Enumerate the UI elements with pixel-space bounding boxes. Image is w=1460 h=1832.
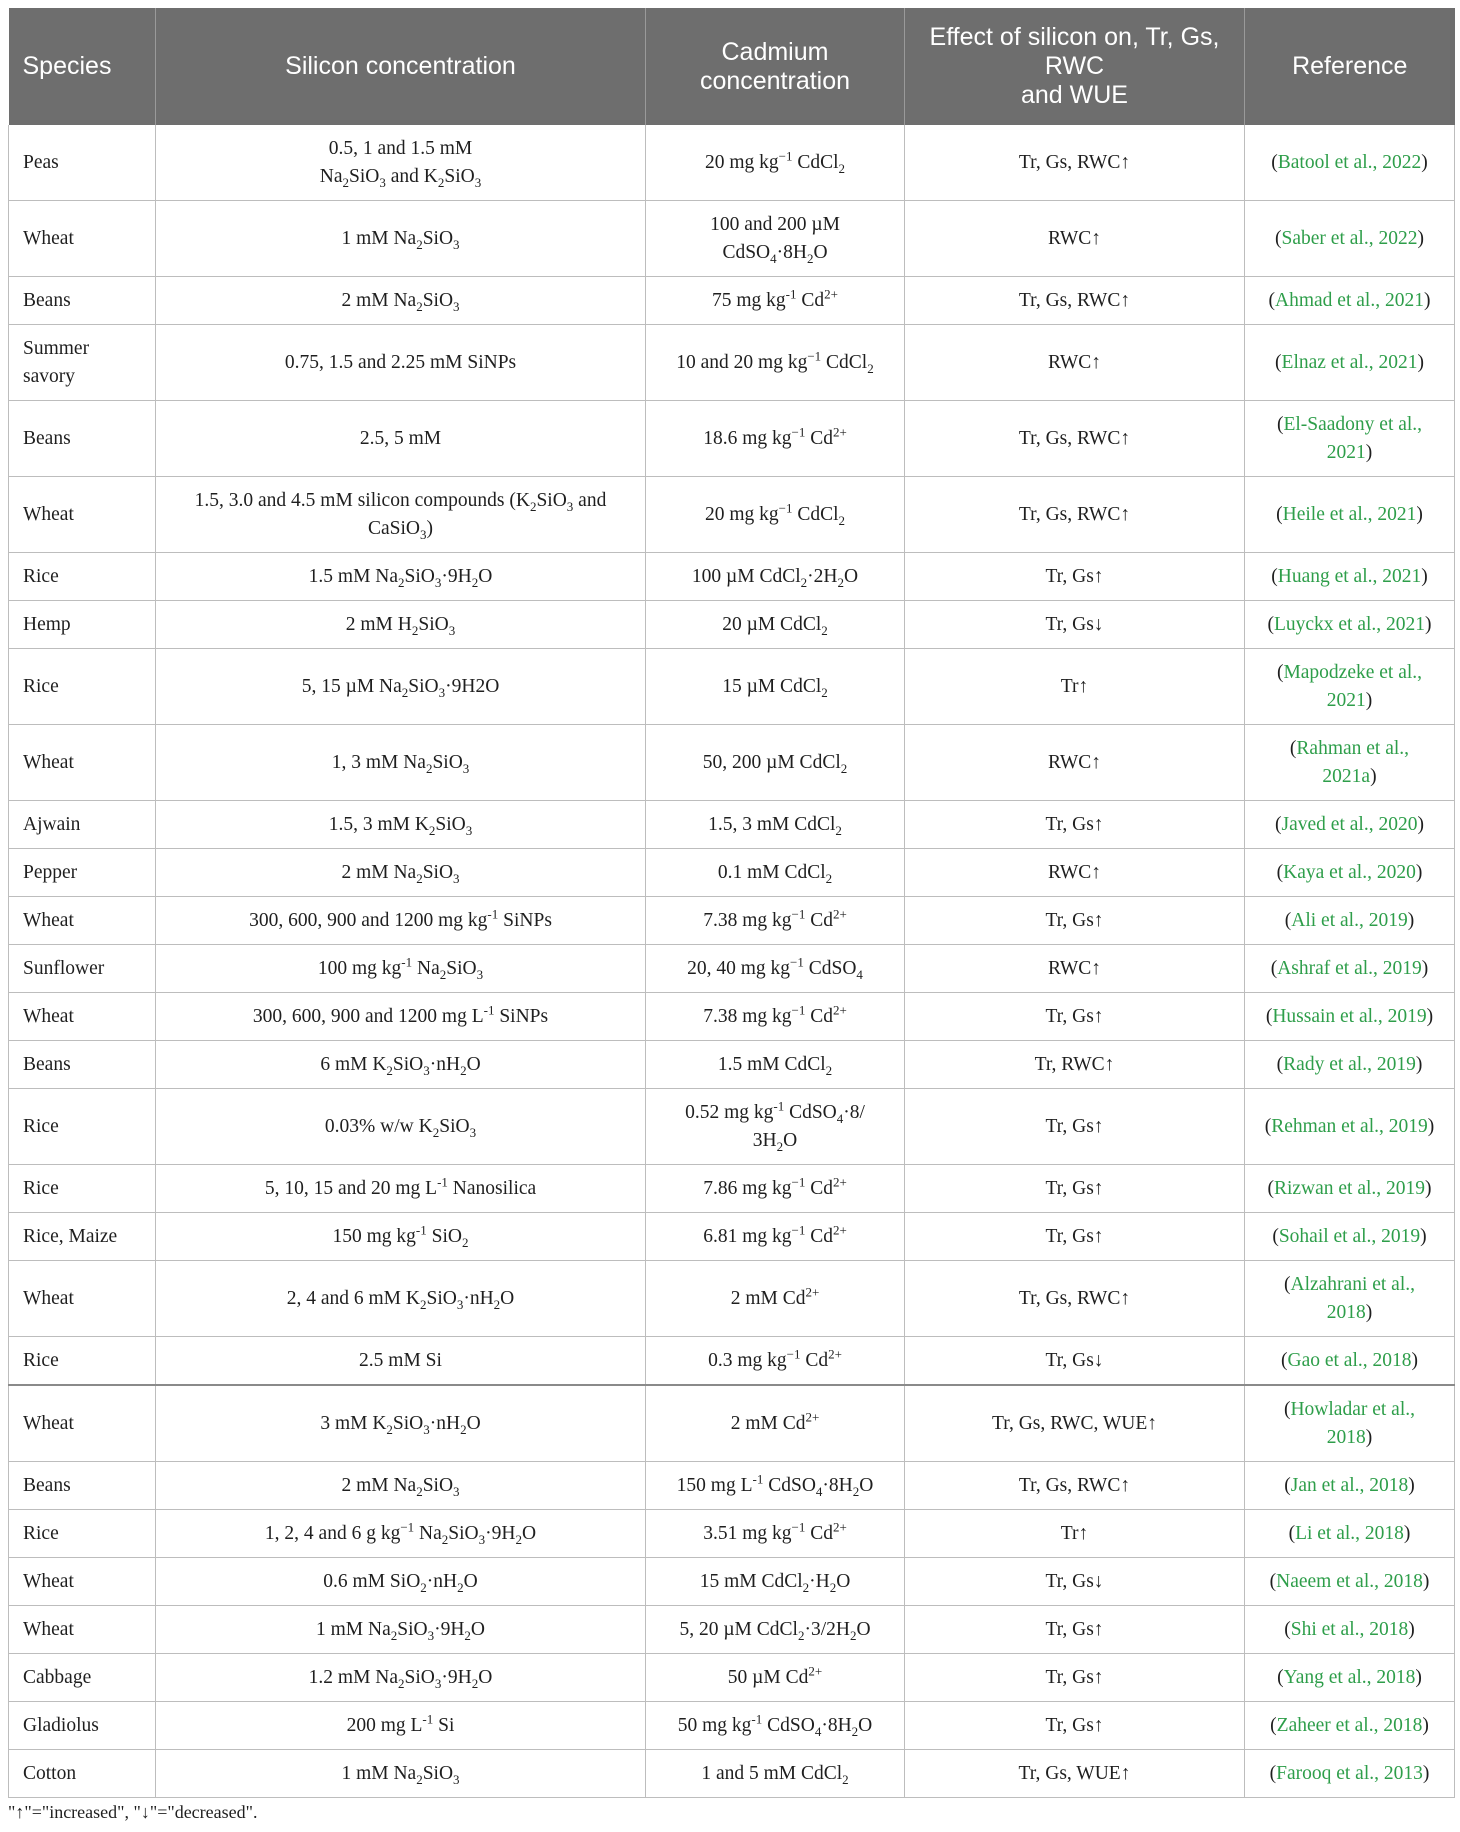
reference-link[interactable]: Batool et al., 2022 (1277, 151, 1422, 173)
cell-silicon-concentration: 0.5, 1 and 1.5 mM $Na_2SiO_3$ and $K_2SiO_3$ (156, 125, 646, 201)
cell-cadmium-concentration: 20 mg $kg^{-1}$ CdCl$_2$ (646, 477, 905, 553)
table-row (9, 897, 1455, 945)
cell-reference[interactable]: (Saber et al., 2022) (1245, 201, 1455, 277)
cell-species: Rice (9, 553, 156, 601)
cell-effect: RWC↑ (905, 849, 1245, 897)
cell-cadmium-concentration: 0.52 mg $kg^{-1}$ CdSO$_4$·8/ $3H_2O$ (646, 1089, 905, 1165)
cell-reference[interactable]: (Naeem et al., 2018) (1245, 1558, 1455, 1606)
cell-silicon-concentration: 200 mg $L^{-1}$ Si (156, 1702, 646, 1750)
reference-link[interactable]: Ali et al., 2019 (1291, 909, 1408, 931)
cell-silicon-concentration: 2.5, 5 mM (156, 401, 646, 477)
table-row (9, 477, 1455, 553)
cell-effect: RWC↑ (905, 201, 1245, 277)
cell-cadmium-concentration: 3.51 mg $kg^{-1}$ $Cd^{2+}$ (646, 1510, 905, 1558)
cell-effect: Tr, Gs↑ (905, 993, 1245, 1041)
cell-cadmium-concentration: 1.5 mM CdCl$_2$ (646, 1041, 905, 1089)
reference-link[interactable]: Kaya et al., 2020 (1283, 861, 1416, 883)
table-row (9, 401, 1455, 477)
table-row (9, 201, 1455, 277)
reference-link[interactable]: Yang et al., 2018 (1283, 1666, 1416, 1688)
cell-species: Sunflower (9, 945, 156, 993)
cell-silicon-concentration: 2 mM $Na_2SiO_3$ (156, 277, 646, 325)
table-row (9, 1089, 1455, 1165)
cell-reference[interactable]: (Huang et al., 2021) (1245, 553, 1455, 601)
cell-species: Rice (9, 1165, 156, 1213)
cell-cadmium-concentration: 7.38 mg $kg^{-1}$ $Cd^{2+}$ (646, 897, 905, 945)
cell-species: Summer savory (9, 325, 156, 401)
cell-reference[interactable]: (Rahman et al., 2021a) (1245, 725, 1455, 801)
reference-link[interactable]: Rady et al., 2019 (1283, 1053, 1416, 1075)
cell-effect: Tr↑ (905, 1510, 1245, 1558)
cell-cadmium-concentration: 18.6 mg $kg^{-1}$ $Cd^{2+}$ (646, 401, 905, 477)
cell-species: Rice (9, 649, 156, 725)
reference-link[interactable]: Javed et al., 2020 (1281, 813, 1418, 835)
cell-species: Peas (9, 125, 156, 201)
footnote: "↑"="increased", "↓"="decreased". (8, 1802, 258, 1822)
cell-reference[interactable]: (Kaya et al., 2020) (1245, 849, 1455, 897)
cell-reference[interactable]: (El-Saadony et al., 2021) (1245, 401, 1455, 477)
cell-reference[interactable]: (Mapodzeke et al., 2021) (1245, 649, 1455, 725)
cell-reference[interactable]: (Elnaz et al., 2021) (1245, 325, 1455, 401)
cell-reference[interactable]: (Batool et al., 2022) (1245, 125, 1455, 201)
cell-effect: Tr, Gs, RWC↑ (905, 477, 1245, 553)
cell-cadmium-concentration: 15 µM CdCl$_2$ (646, 649, 905, 725)
cell-species: Wheat (9, 725, 156, 801)
cell-silicon-concentration: 6 mM $K_2SiO_3\cdot nH_2O$ (156, 1041, 646, 1089)
cell-silicon-concentration: 1.2 mM $Na_2SiO_3\cdot 9H_2O$ (156, 1654, 646, 1702)
cell-species: Pepper (9, 849, 156, 897)
reference-link[interactable]: Rizwan et al., 2019 (1273, 1177, 1426, 1199)
header-effect: Effect of silicon on, Tr, Gs, RWC and WUE (905, 8, 1245, 125)
cell-silicon-concentration: 1 mM $Na_2SiO_3\cdot 9H_2O$ (156, 1606, 646, 1654)
cell-cadmium-concentration: 50 mg $kg^{-1}$ $CdSO_4\cdot 8H_2O$ (646, 1702, 905, 1750)
cell-cadmium-concentration: 0.1 mM CdCl$_2$ (646, 849, 905, 897)
reference-link[interactable]: Ashraf et al., 2019 (1277, 957, 1422, 979)
cell-species: Beans (9, 1041, 156, 1089)
cell-silicon-concentration: 300, 600, 900 and 1200 mg $L^{-1}$ SiNPs (156, 993, 646, 1041)
cell-cadmium-concentration: 20 µM CdCl$_2$ (646, 601, 905, 649)
cell-silicon-concentration: 0.75, 1.5 and 2.25 mM SiNPs (156, 325, 646, 401)
cell-silicon-concentration: 1, 3 mM $Na_2SiO_3$ (156, 725, 646, 801)
cell-reference[interactable]: (Li et al., 2018) (1245, 1510, 1455, 1558)
cell-species: Ajwain (9, 801, 156, 849)
cell-effect: RWC↑ (905, 945, 1245, 993)
cell-reference[interactable]: (Shi et al., 2018) (1245, 1606, 1455, 1654)
cell-reference[interactable]: (Zaheer et al., 2018) (1245, 1702, 1455, 1750)
reference-link[interactable]: Li et al., 2018 (1295, 1522, 1404, 1544)
cell-species: Wheat (9, 1606, 156, 1654)
cell-reference[interactable]: (Luyckx et al., 2021) (1245, 601, 1455, 649)
cell-species: Wheat (9, 1261, 156, 1337)
table-row (9, 277, 1455, 325)
cell-cadmium-concentration: 50 µM $Cd^{2+}$ (646, 1654, 905, 1702)
cell-effect: Tr, Gs, WUE↑ (905, 1750, 1245, 1798)
table-row (9, 801, 1455, 849)
cell-species: Gladiolus (9, 1702, 156, 1750)
cell-cadmium-concentration: 2 mM $Cd^{2+}$ (646, 1385, 905, 1462)
cell-species: Wheat (9, 993, 156, 1041)
cell-species: Cabbage (9, 1654, 156, 1702)
table-row (9, 1702, 1455, 1750)
cell-species: Beans (9, 1462, 156, 1510)
reference-link[interactable]: Ahmad et al., 2021 (1275, 289, 1424, 311)
table-row (9, 945, 1455, 993)
header-cadmium-concentration: Cadmium concentration (646, 8, 905, 125)
cell-species: Rice, Maize (9, 1213, 156, 1261)
cell-reference[interactable]: (Heile et al., 2021) (1245, 477, 1455, 553)
table-row (9, 1213, 1455, 1261)
cell-effect: Tr↑ (905, 649, 1245, 725)
cell-reference[interactable]: (Rehman et al., 2019) (1245, 1089, 1455, 1165)
cell-effect: Tr, Gs, RWC↑ (905, 401, 1245, 477)
cell-cadmium-concentration: 20 mg $kg^{-1}$ CdCl$_2$ (646, 125, 905, 201)
cell-species: Wheat (9, 1385, 156, 1462)
reference-link[interactable]: Naeem et al., 2018 (1276, 1570, 1423, 1592)
cell-silicon-concentration: 5, 10, 15 and 20 mg $L^{-1}$ Nanosilica (156, 1165, 646, 1213)
cell-cadmium-concentration: 75 mg $kg^{-1}$ $Cd^{2+}$ (646, 277, 905, 325)
table-body (9, 125, 1455, 1798)
cell-effect: Tr, RWC↑ (905, 1041, 1245, 1089)
reference-link[interactable]: Rehman et al., 2019 (1271, 1115, 1428, 1137)
cell-cadmium-concentration: 6.81 mg $kg^{-1}$ $Cd^{2+}$ (646, 1213, 905, 1261)
cell-reference[interactable]: (Ahmad et al., 2021) (1245, 277, 1455, 325)
cell-effect: Tr, Gs↑ (905, 1702, 1245, 1750)
cell-effect: Tr, Gs↓ (905, 1558, 1245, 1606)
cell-silicon-concentration: 100 mg $kg^{-1}$ $Na_2SiO_3$ (156, 945, 646, 993)
table-row (9, 1510, 1455, 1558)
table-row (9, 1385, 1455, 1462)
table-row (9, 1261, 1455, 1337)
cell-effect: Tr, Gs↑ (905, 1654, 1245, 1702)
cell-reference[interactable]: (Sohail et al., 2019) (1245, 1213, 1455, 1261)
cell-cadmium-concentration: 100 and 200 µM $CdSO_4\cdot 8H_2O$ (646, 201, 905, 277)
cell-species: Beans (9, 401, 156, 477)
cell-reference[interactable]: (Ali et al., 2019) (1245, 897, 1455, 945)
cell-species: Wheat (9, 1558, 156, 1606)
cell-silicon-concentration: 1 mM $Na_2SiO_3$ (156, 1750, 646, 1798)
cell-effect: Tr, Gs, RWC↑ (905, 1462, 1245, 1510)
reference-link[interactable]: Rahman et al., 2021a (1296, 737, 1410, 787)
table-row (9, 1750, 1455, 1798)
table-row (9, 849, 1455, 897)
cell-reference[interactable]: (Yang et al., 2018) (1245, 1654, 1455, 1702)
cell-effect: Tr, Gs↑ (905, 897, 1245, 945)
reference-link[interactable]: Elnaz et al., 2021 (1281, 351, 1418, 373)
cell-effect: Tr, Gs, RWC↑ (905, 277, 1245, 325)
cell-silicon-concentration: 5, 15 µM $Na_2SiO_3\cdot 9H2O$ (156, 649, 646, 725)
cell-species: Hemp (9, 601, 156, 649)
cell-reference[interactable]: (Hussain et al., 2019) (1245, 993, 1455, 1041)
cell-reference[interactable]: (Howladar et al., 2018) (1245, 1385, 1455, 1462)
cell-silicon-concentration: 2 mM $H_2SiO_3$ (156, 601, 646, 649)
cell-cadmium-concentration: 50, 200 µM CdCl$_2$ (646, 725, 905, 801)
cell-effect: Tr, Gs, RWC, WUE↑ (905, 1385, 1245, 1462)
cell-species: Beans (9, 277, 156, 325)
cell-cadmium-concentration: 5, 20 µM $CdCl_2\cdot 3/2H_2O$ (646, 1606, 905, 1654)
table-row (9, 1558, 1455, 1606)
cell-effect: Tr, Gs, RWC↑ (905, 1261, 1245, 1337)
header-species: Species (9, 8, 156, 125)
cell-cadmium-concentration: 7.38 mg $kg^{-1}$ $Cd^{2+}$ (646, 993, 905, 1041)
cell-cadmium-concentration: 0.3 mg $kg^{-1}$ $Cd^{2+}$ (646, 1337, 905, 1386)
cell-cadmium-concentration: 10 and 20 mg $kg^{-1}$ CdCl$_2$ (646, 325, 905, 401)
reference-link[interactable]: Huang et al., 2021 (1277, 565, 1422, 587)
table-row (9, 553, 1455, 601)
reference-link[interactable]: Hussain et al., 2019 (1272, 1005, 1427, 1027)
reference-link[interactable]: Sohail et al., 2019 (1278, 1225, 1421, 1247)
cell-species: Rice (9, 1510, 156, 1558)
cell-silicon-concentration: 300, 600, 900 and 1200 mg $kg^{-1}$ SiNPs (156, 897, 646, 945)
cell-cadmium-concentration: 1 and 5 mM CdCl$_2$ (646, 1750, 905, 1798)
reference-link[interactable]: Mapodzeke et al., 2021 (1283, 661, 1423, 711)
cell-effect: RWC↑ (905, 725, 1245, 801)
cell-effect: Tr, Gs↑ (905, 1165, 1245, 1213)
cell-reference[interactable]: (Gao et al., 2018) (1245, 1337, 1455, 1386)
header-reference: Reference (1245, 8, 1455, 125)
table-row (9, 125, 1455, 201)
cell-species: Wheat (9, 897, 156, 945)
cell-species: Cotton (9, 1750, 156, 1798)
cell-effect: Tr, Gs↑ (905, 801, 1245, 849)
reference-link[interactable]: Saber et al., 2022 (1281, 227, 1418, 249)
cell-reference[interactable]: (Rady et al., 2019) (1245, 1041, 1455, 1089)
cell-species: Rice (9, 1089, 156, 1165)
cell-reference[interactable]: (Jan et al., 2018) (1245, 1462, 1455, 1510)
cell-effect: Tr, Gs↑ (905, 1213, 1245, 1261)
table-container (8, 8, 1454, 1798)
table-row (9, 1041, 1455, 1089)
table-row (9, 725, 1455, 801)
reference-link[interactable]: Shi et al., 2018 (1290, 1618, 1409, 1640)
cell-silicon-concentration: 0.03% w/w $K_2SiO_3$ (156, 1089, 646, 1165)
cell-cadmium-concentration: 1.5, 3 mM CdCl$_2$ (646, 801, 905, 849)
reference-link[interactable]: Jan et al., 2018 (1290, 1474, 1409, 1496)
cell-effect: Tr, Gs↑ (905, 1089, 1245, 1165)
reference-link[interactable]: Luyckx et al., 2021 (1273, 613, 1426, 635)
table-row (9, 325, 1455, 401)
cell-silicon-concentration: 1 mM $Na_2SiO_3$ (156, 201, 646, 277)
cell-silicon-concentration: 3 mM $K_2SiO_3\cdot nH_2O$ (156, 1385, 646, 1462)
reference-link[interactable]: Zaheer et al., 2018 (1276, 1714, 1423, 1736)
cell-species: Rice (9, 1337, 156, 1386)
cell-silicon-concentration: 2 mM $Na_2SiO_3$ (156, 1462, 646, 1510)
data-table (8, 8, 1455, 1798)
reference-link[interactable]: El-Saadony et al., 2021 (1283, 413, 1423, 463)
cell-effect: Tr, Gs, RWC↑ (905, 125, 1245, 201)
cell-silicon-concentration: 1.5 mM $Na_2SiO_3\cdot 9H_2O$ (156, 553, 646, 601)
cell-effect: Tr, Gs↑ (905, 553, 1245, 601)
cell-cadmium-concentration: 15 mM $CdCl_2\cdot H_2O$ (646, 1558, 905, 1606)
cell-silicon-concentration: 1.5, 3.0 and 4.5 mM silicon compounds ($K_2SiO_3$ and CaSiO$_3$) (156, 477, 646, 553)
cell-cadmium-concentration: 100 µM $CdCl_2\cdot 2H_2O$ (646, 553, 905, 601)
cell-silicon-concentration: 1.5, 3 mM $K_2SiO_3$ (156, 801, 646, 849)
cell-species: Wheat (9, 477, 156, 553)
table-row (9, 1606, 1455, 1654)
cell-cadmium-concentration: 7.86 mg $kg^{-1}$ $Cd^{2+}$ (646, 1165, 905, 1213)
reference-link[interactable]: Howladar et al., 2018 (1290, 1398, 1416, 1448)
table-row (9, 1337, 1455, 1386)
cell-silicon-concentration: 150 mg $kg^{-1}$ SiO$_2$ (156, 1213, 646, 1261)
cell-reference[interactable]: (Ashraf et al., 2019) (1245, 945, 1455, 993)
cell-effect: Tr, Gs↓ (905, 1337, 1245, 1386)
cell-silicon-concentration: 2.5 mM Si (156, 1337, 646, 1386)
cell-reference[interactable]: (Javed et al., 2020) (1245, 801, 1455, 849)
reference-link[interactable]: Gao et al., 2018 (1287, 1349, 1412, 1371)
cell-silicon-concentration: 1, 2, 4 and 6 g $kg^{-1}$ $Na_2SiO_3\cdot 9H_2O$ (156, 1510, 646, 1558)
cell-silicon-concentration: 0.6 mM $SiO_2\cdot nH_2O$ (156, 1558, 646, 1606)
cell-reference[interactable]: (Farooq et al., 2013) (1245, 1750, 1455, 1798)
cell-reference[interactable]: (Alzahrani et al., 2018) (1245, 1261, 1455, 1337)
cell-cadmium-concentration: 2 mM $Cd^{2+}$ (646, 1261, 905, 1337)
table-row (9, 1165, 1455, 1213)
cell-effect: Tr, Gs↑ (905, 1606, 1245, 1654)
cell-species: Wheat (9, 201, 156, 277)
header-silicon-concentration: Silicon concentration (156, 8, 646, 125)
cell-cadmium-concentration: 150 mg $L^{-1}$ $CdSO_4\cdot 8H_2O$ (646, 1462, 905, 1510)
cell-silicon-concentration: 2, 4 and 6 mM $K_2SiO_3\cdot nH_2O$ (156, 1261, 646, 1337)
cell-effect: Tr, Gs↓ (905, 601, 1245, 649)
table-row (9, 1654, 1455, 1702)
table-row (9, 993, 1455, 1041)
reference-link[interactable]: Alzahrani et al., 2018 (1290, 1273, 1416, 1323)
reference-link[interactable]: Farooq et al., 2013 (1276, 1762, 1423, 1784)
cell-silicon-concentration: 2 mM $Na_2SiO_3$ (156, 849, 646, 897)
header-row (9, 8, 1455, 125)
cell-effect: RWC↑ (905, 325, 1245, 401)
table-row (9, 601, 1455, 649)
reference-link[interactable]: Heile et al., 2021 (1282, 503, 1417, 525)
table-row (9, 649, 1455, 725)
cell-reference[interactable]: (Rizwan et al., 2019) (1245, 1165, 1455, 1213)
table-row (9, 1462, 1455, 1510)
cell-cadmium-concentration: 20, 40 mg $kg^{-1}$ CdSO$_4$ (646, 945, 905, 993)
